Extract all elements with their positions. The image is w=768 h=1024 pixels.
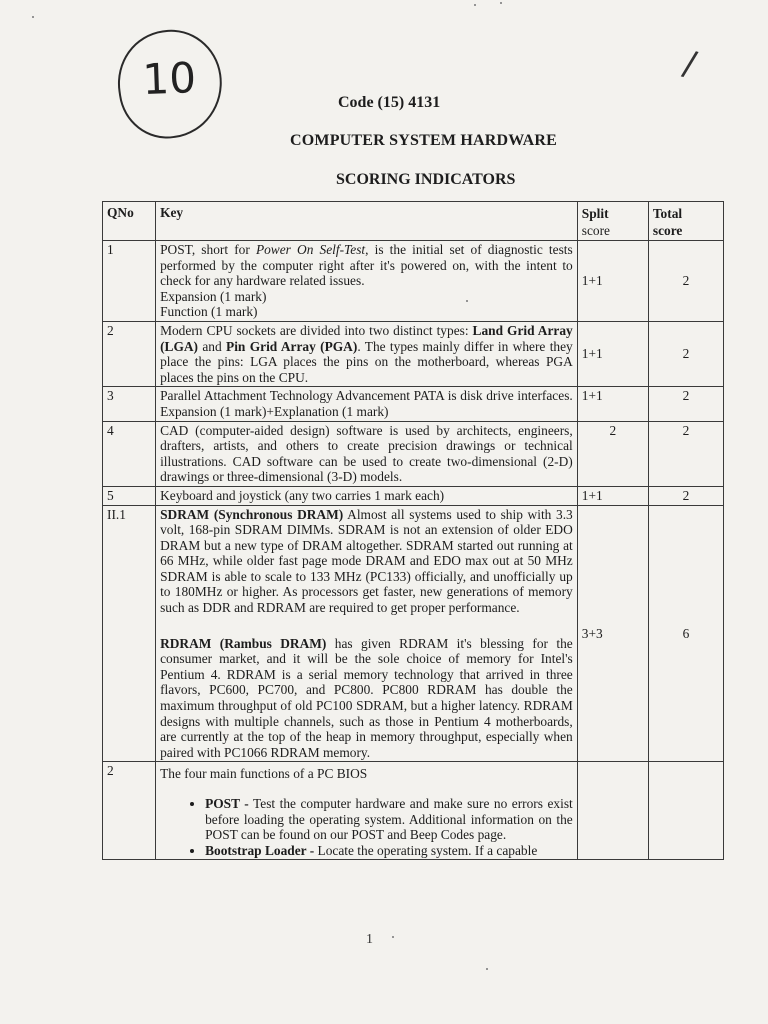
qno-cell: 2 bbox=[103, 762, 156, 860]
document-subtitle: SCORING INDICATORS bbox=[336, 171, 516, 188]
total-score-cell: 2 bbox=[648, 321, 723, 386]
scan-speck bbox=[32, 16, 34, 18]
split-score-cell: 1+1 bbox=[577, 486, 648, 505]
scan-speck bbox=[474, 4, 476, 6]
key-cell: CAD (computer-aided design) software is used by architects, engineers, drafters, artists, and others to create precision drawings or technical illustrations. CAD software can be used to create two-dimensional (2-D) drawings or three-dimensional (3-D) models. bbox=[156, 421, 578, 486]
split-score-cell bbox=[577, 762, 648, 860]
bullet-text: Locate the operating system. If a capable bbox=[314, 842, 538, 858]
qno-cell: 5 bbox=[103, 486, 156, 505]
table-row bbox=[103, 387, 724, 421]
table-row bbox=[103, 421, 724, 486]
key-cell: Keyboard and joystick (any two carries 1 mark each) bbox=[156, 486, 578, 505]
header-total-label: Total bbox=[652, 206, 683, 221]
key-cell: Parallel Attachment Technology Advancement PATA is disk drive interfaces. Expansion (1 mark)+Explanation (1 mark) bbox=[156, 387, 578, 421]
scan-speck bbox=[500, 2, 502, 4]
table-row bbox=[103, 321, 724, 386]
qno-cell: II.1 bbox=[103, 505, 156, 762]
header-total-label-2: score bbox=[652, 223, 683, 238]
key-text: and bbox=[198, 338, 227, 354]
key-text: , is the initial set of diagnostic tests performed by the computer right after it's powered on, with the intent to check for any hardware related issues. bbox=[160, 242, 573, 289]
table-header-row bbox=[103, 202, 724, 241]
bullet-term: Bootstrap Loader - bbox=[205, 842, 315, 858]
split-score-cell: 1+1 bbox=[577, 241, 648, 322]
key-text: Almost all systems used to ship with 3.3 volt, 168-pin SDRAM DIMMs. SDRAM is not an extension of older EDO DRAM but a new type of DRAM altogether. SDRAM started out running at 66 MHz, while older fast page mode DRAM and EDO max out at 50 MHz SDRAM is able to scale to 133 MHz (PC133) officially, and unofficially up to 180MHz or higher. As processors get faster, new generations of memory such as DDR and RDRAM are required to get proper performance. bbox=[160, 506, 573, 616]
key-text: has given RDRAM it's blessing for the consumer market, and it will be the sole choice of memory for Intel's Pentium 4. RDRAM is a serial memory technology that arrived in three flavors, PC600, PC700, and PC800. PC800 RDRAM has double the maximum throughput of old PC100 SDRAM, but a higher latency. RDRAM designs with multiple channels, such as those in Pentium 4 motherboards, are currently at the top of the heap in memory throughput, especially when paired with PC1066 RDRAM memory. bbox=[160, 635, 573, 760]
header-key: Key bbox=[156, 202, 578, 241]
key-text: POST, short for bbox=[160, 242, 256, 257]
exam-code: Code (15) 4131 bbox=[338, 94, 441, 111]
key-cell bbox=[156, 505, 578, 762]
total-score-cell: 2 bbox=[648, 241, 723, 322]
key-cell bbox=[156, 321, 578, 386]
table-row bbox=[103, 486, 724, 505]
document-title: COMPUTER SYSTEM HARDWARE bbox=[290, 132, 558, 149]
key-bold-term: RDRAM (Rambus DRAM) bbox=[160, 635, 327, 651]
split-score-cell: 1+1 bbox=[577, 321, 648, 386]
scoring-table bbox=[102, 201, 724, 860]
bullet-text: Test the computer hardware and make sure no errors exist before loading the operating system. Additional information on the POST can be found on our POST and Beep Codes page. bbox=[205, 796, 573, 843]
key-cell bbox=[156, 241, 578, 322]
key-text: Expansion (1 mark) bbox=[160, 288, 267, 304]
total-score-cell: 2 bbox=[648, 387, 723, 421]
qno-cell: 4 bbox=[103, 421, 156, 486]
key-emphasis: Power On Self-Test bbox=[255, 242, 366, 257]
scan-speck bbox=[466, 300, 468, 302]
qno-cell: 3 bbox=[103, 387, 156, 421]
split-score-cell: 3+3 bbox=[577, 505, 648, 762]
total-score-cell: 2 bbox=[648, 421, 723, 486]
bios-function-list bbox=[160, 796, 573, 858]
key-text: Function (1 mark) bbox=[160, 304, 258, 320]
total-score-cell bbox=[648, 762, 723, 860]
key-cell bbox=[156, 762, 578, 860]
key-bold-term: Pin Grid Array (PGA) bbox=[226, 338, 358, 354]
qno-cell: 2 bbox=[103, 321, 156, 386]
total-score-cell: 2 bbox=[648, 486, 723, 505]
total-score-cell: 6 bbox=[648, 505, 723, 762]
header-qno: QNo bbox=[103, 202, 156, 241]
key-bold-term: SDRAM (Synchronous DRAM) bbox=[160, 506, 344, 522]
paragraph-gap bbox=[160, 616, 573, 636]
list-item bbox=[205, 796, 573, 843]
scan-speck bbox=[392, 936, 394, 938]
key-text: . The types mainly differ in where they place the pins: LGA places the pins on the motherboard, whereas PGA places the pins on the CPU. bbox=[160, 338, 573, 385]
qno-cell: 1 bbox=[103, 241, 156, 322]
bullet-term: POST - bbox=[205, 796, 249, 811]
handwritten-corner-mark: / bbox=[679, 43, 701, 85]
key-text: Modern CPU sockets are divided into two distinct types: bbox=[160, 322, 473, 338]
scan-speck bbox=[486, 968, 488, 970]
handwritten-circled-number bbox=[111, 23, 229, 144]
header-split-score bbox=[577, 202, 648, 241]
table-row bbox=[103, 505, 724, 762]
header-split-label: Split bbox=[581, 206, 609, 221]
split-score-cell: 1+1 bbox=[577, 387, 648, 421]
circled-number-text: 10 bbox=[141, 53, 197, 104]
page-mark: 1 bbox=[366, 932, 373, 947]
list-item bbox=[205, 843, 573, 859]
bios-intro: The four main functions of a PC BIOS bbox=[160, 766, 368, 782]
split-score-cell: 2 bbox=[577, 421, 648, 486]
table-row bbox=[103, 241, 724, 322]
table-row bbox=[103, 762, 724, 860]
key-bold-term: Land Grid Array (LGA) bbox=[160, 322, 573, 354]
header-total-score bbox=[648, 202, 723, 241]
header-split-label-2: score bbox=[581, 223, 611, 238]
